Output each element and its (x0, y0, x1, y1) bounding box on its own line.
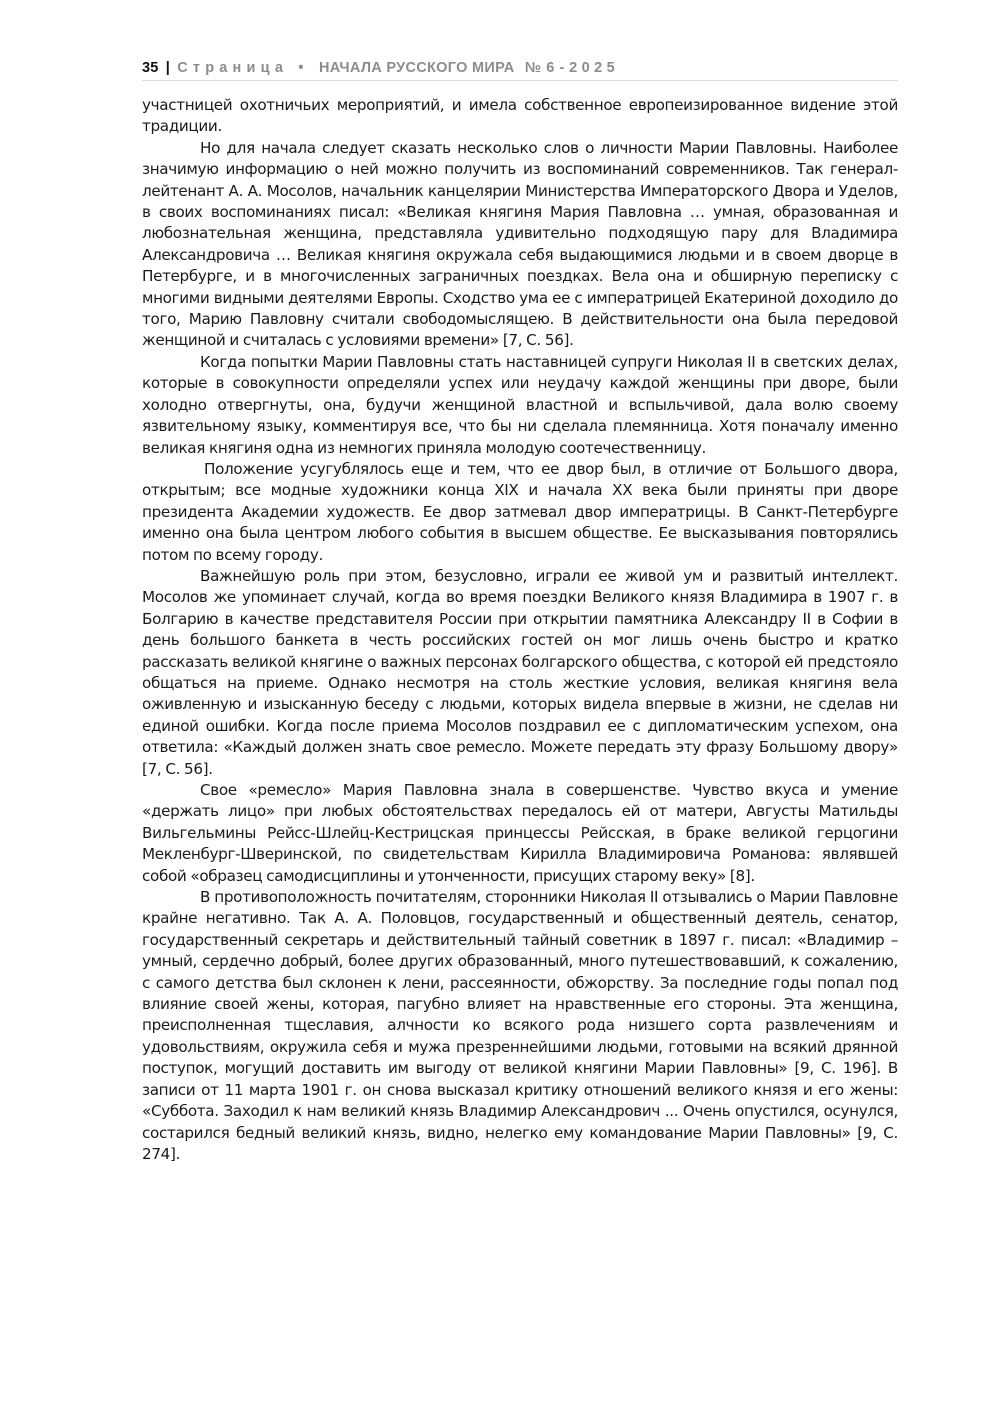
page-word: Страница (177, 60, 289, 76)
header-separator: | (165, 60, 171, 76)
paragraph: Но для начала следует сказать несколько слов о личности Марии Павловны. Наиболее значимую информацию о ней можно получить из воспоминаний современников. Так генерал-лейтенант А. А. Мосолов, начальник канцелярии Министерства Императорского Двора и Уделов, в своих воспоминаниях писал: «Великая княгиня Мария Павловна … умная, образованная и любознательная женщина, представляла удивительно подходящую пару для Владимира Александровича … Великая княгиня окружала себя выдающимися людьми и в своем дворце в Петербурге, и в многочисленных заграничных поездках. Вела она и обширную переписку с многими видными деятелями Европы. Сходство ума ее с императрицей Екатериной доходило до того, Марию Павловну считали свободомыслящею. В действительности она была передовой женщиной и считалась с условиями времени» [7, С. 56]. (142, 138, 898, 350)
issue-year: 2025 (569, 60, 620, 76)
running-header (142, 60, 898, 76)
paragraph: Свое «ремесло» Мария Павловна знала в совершенстве. Чувство вкуса и умение «держать лицо» при любых обстоятельствах передалось ей от матери, Августы Матильды Вильгельмины Рейсс-Шлейц-Кестрицская принцессы Рейсская, в браке великой герцогини Мекленбург-Шверинской, по свидетельствам Кирилла Владимировича Романова: являвшей собой «образец самодисциплины и утонченности, присущих старому веку» [8]. (142, 781, 898, 885)
article-body (142, 95, 898, 1165)
header-divider (142, 80, 898, 81)
page-number: 35 (142, 60, 159, 76)
paragraph: Положение усугублялось еще и тем, что ее двор был, в отличие от Большого двора, открытым; все модные художники конца XIX и начала XX века были приняты при дворе президента Академии художеств. Ее двор затмевал двор императрицы. В Санкт-Петербурге именно она была центром любого события в высшем обществе. Ее высказывания повторялись потом по всему городу. (142, 459, 898, 564)
bullet-icon: • (298, 60, 304, 76)
paragraph: Важнейшую роль при этом, безусловно, играли ее живой ум и развитый интеллект. Мосолов же упоминает случай, когда во время поездки Великого князя Владимира в 1907 г. в Болгарию в качестве представителя России при открытии памятника Александру II в Софии в день большого банкета в честь российских гостей он мог лишь очень быстро и кратко рассказать великой княгине о важных персонах болгарского общества, с которой ей предстояло общаться на приеме. Однако несмотря на столь жесткие условия, великая княгиня вела оживленную и изысканную беседу с людьми, которых видела впервые в жизни, не сделав ни единой ошибки. Когда после приема Мосолов поздравил ее с дипломатическим успехом, она ответила: «Каждый должен знать свое ремесло. Можете передать эту фразу Большому двору» [7, С. 56]. (142, 566, 898, 778)
paragraph: Когда попытки Марии Павловны стать наставницей супруги Николая II в светских делах, которые в совокупности определяли успех или неудачу каждой женщины при дворе, были холодно отвергнуты, она, будучи женщиной властной и вспыльчивой, дала волю своему язвительному языку, комментируя все, что бы ни сделала племянница. Хотя поначалу именно великая княгиня одна из немногих приняла молодую соотечественницу. (142, 352, 898, 457)
journal-title: НАЧАЛА РУССКОГО МИРА (318, 60, 515, 76)
paragraph: участницей охотничьих мероприятий, и имела собственное европеизированное видение этой традиции. (142, 96, 898, 136)
issue-number: № 6 - (524, 60, 565, 76)
paragraph: В противоположность почитателям, сторонники Николая II отзывались о Марии Павловне крайне негативно. Так А. А. Половцов, государственный и общественный деятель, сенатор, государственный секретарь и действительный тайный советник в 1897 г. писал: «Владимир – умный, сердечно добрый, более других образованный, много путешествовавший, к сожалению, с самого детства был склонен к лени, рассеянности, обжорству. За последние годы попал под влияние своей жены, которая, пагубно влияет на нравственные его стороны. Эта женщина, преисполненная тщеславия, алчности ко всякого рода низшего сорта развлечениям и удовольствиям, окружила себя и мужа презреннейшими людьми, готовыми на всякий дрянной поступок, могущий доставить им выгоду от великой княгини Марии Павловны» [9, С. 196]. В записи от 11 марта 1901 г. он снова высказал критику отношений великого князя и его жены: «Суббота. Заходил к нам великий князь Владимир Александрович ... Очень опустился, осунулся, состарился бедный великий князь, видно, нелегко ему командование Марии Павловны» [9, С. 274]. (142, 888, 898, 1163)
